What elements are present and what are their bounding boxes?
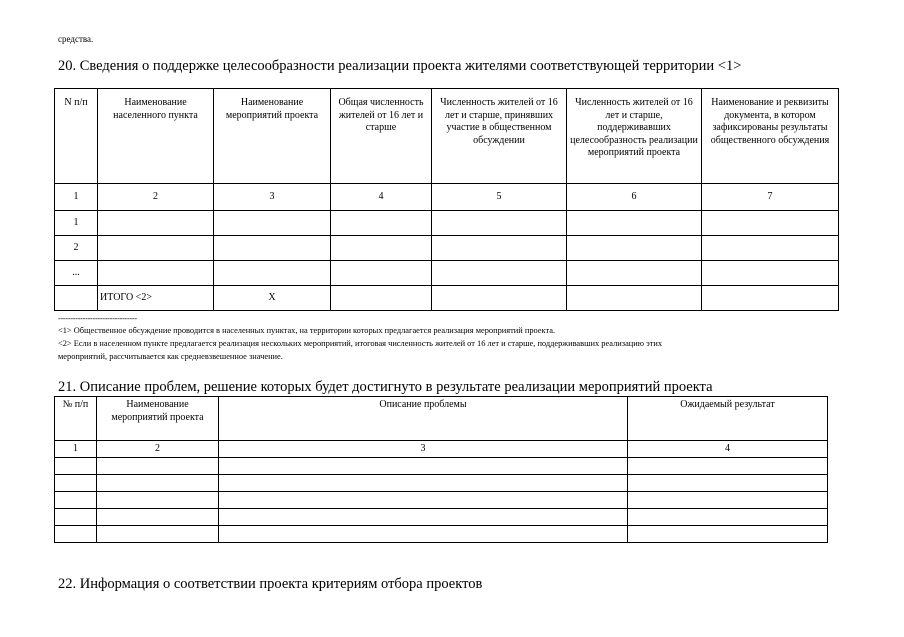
table-row (55, 492, 828, 509)
table-cell (55, 509, 97, 526)
table-cell (432, 261, 567, 286)
table-row (55, 211, 839, 236)
footnote-2: <2> Если в населенном пункте предлагается реализация нескольких мероприятий, итоговая численность жителей от 16 лет и старше, поддерживавших реализацию этих (58, 339, 663, 348)
table-cell (702, 286, 839, 311)
section-21-header-row (55, 397, 828, 441)
table-row (55, 236, 839, 261)
section-20-table (54, 88, 839, 311)
table-cell (219, 492, 628, 509)
table-cell (98, 236, 214, 261)
section-21-numbers-row (55, 441, 828, 458)
section-20-numbers-row (55, 184, 839, 211)
table-row (55, 261, 839, 286)
table-cell (567, 286, 702, 311)
table-cell (628, 475, 828, 492)
header-participants: Численность жителей от 16 лет и старше, принявших участие в общественном обсуждении (432, 89, 567, 184)
table-cell (702, 211, 839, 236)
section-20-header-row (55, 89, 839, 184)
row-number: 2 (55, 236, 98, 261)
header-settlement: Наименование населенного пункта (98, 89, 214, 184)
col-number: 5 (432, 184, 567, 211)
table-cell (98, 261, 214, 286)
table-cell (97, 458, 219, 475)
col-number: 1 (55, 441, 97, 458)
header-n-pp: N п/п (55, 89, 98, 184)
table-cell (331, 286, 432, 311)
footnote-separator: -------------------------------- (58, 314, 137, 323)
section-21-heading: 21. Описание проблем, решение которых будет достигнуто в результате реализации мероприятий проекта (58, 379, 713, 395)
col-number: 6 (567, 184, 702, 211)
total-row (55, 286, 839, 311)
table-cell (219, 458, 628, 475)
col-number: 3 (214, 184, 331, 211)
table-row (55, 526, 828, 543)
table-row (55, 509, 828, 526)
table-cell (219, 509, 628, 526)
table-cell (432, 211, 567, 236)
total-mark: Х (214, 286, 331, 311)
row-number: ... (55, 261, 98, 286)
table-row (55, 458, 828, 475)
table-cell (98, 211, 214, 236)
table-cell (214, 236, 331, 261)
table-cell (219, 475, 628, 492)
table-row (55, 475, 828, 492)
table-cell (97, 509, 219, 526)
col-number: 7 (702, 184, 839, 211)
header-supporters: Численность жителей от 16 лет и старше, поддерживавших целесообразность реализации мероприятий проекта (567, 89, 702, 184)
header-activities: Наименование мероприятий проекта (97, 397, 219, 441)
table-cell (628, 509, 828, 526)
header-problem-description: Описание проблемы (219, 397, 628, 441)
table-cell (331, 261, 432, 286)
table-cell (432, 286, 567, 311)
total-label: ИТОГО <2> (98, 286, 214, 311)
header-expected-result: Ожидаемый результат (628, 397, 828, 441)
table-cell (702, 236, 839, 261)
col-number: 2 (98, 184, 214, 211)
col-number: 2 (97, 441, 219, 458)
table-cell (55, 286, 98, 311)
header-activities: Наименование мероприятий проекта (214, 89, 331, 184)
table-cell (55, 475, 97, 492)
table-cell (97, 526, 219, 543)
col-number: 4 (331, 184, 432, 211)
table-cell (331, 211, 432, 236)
footnote-2-continued: мероприятий, рассчитывается как средневзвешенное значение. (58, 352, 283, 361)
section-22-heading: 22. Информация о соответствии проекта критериям отбора проектов (58, 576, 483, 592)
col-number: 3 (219, 441, 628, 458)
table-cell (702, 261, 839, 286)
table-cell (628, 458, 828, 475)
table-cell (432, 236, 567, 261)
table-cell (214, 261, 331, 286)
table-cell (55, 492, 97, 509)
section-21-table (54, 396, 828, 543)
table-cell (331, 236, 432, 261)
section-20-heading: 20. Сведения о поддержке целесообразности реализации проекта жителями соответствующей территории <1> (58, 58, 742, 74)
row-number: 1 (55, 211, 98, 236)
footnotes (58, 324, 858, 363)
table-cell (219, 526, 628, 543)
table-cell (628, 526, 828, 543)
top-fragment-text: средства. (58, 34, 94, 44)
table-cell (567, 261, 702, 286)
table-cell (628, 492, 828, 509)
header-document: Наименование и реквизиты документа, в котором зафиксированы результаты общественного обсуждения (702, 89, 839, 184)
header-n-pp: № п/п (55, 397, 97, 441)
table-cell (214, 211, 331, 236)
table-cell (97, 492, 219, 509)
table-cell (55, 458, 97, 475)
table-cell (55, 526, 97, 543)
col-number: 1 (55, 184, 98, 211)
table-cell (567, 211, 702, 236)
header-total-residents: Общая численность жителей от 16 лет и старше (331, 89, 432, 184)
footnote-1: <1> Общественное обсуждение проводится в населенных пунктах, на территории которых предлагается реализация мероприятий проекта. (58, 326, 556, 335)
table-cell (567, 236, 702, 261)
col-number: 4 (628, 441, 828, 458)
table-cell (97, 475, 219, 492)
